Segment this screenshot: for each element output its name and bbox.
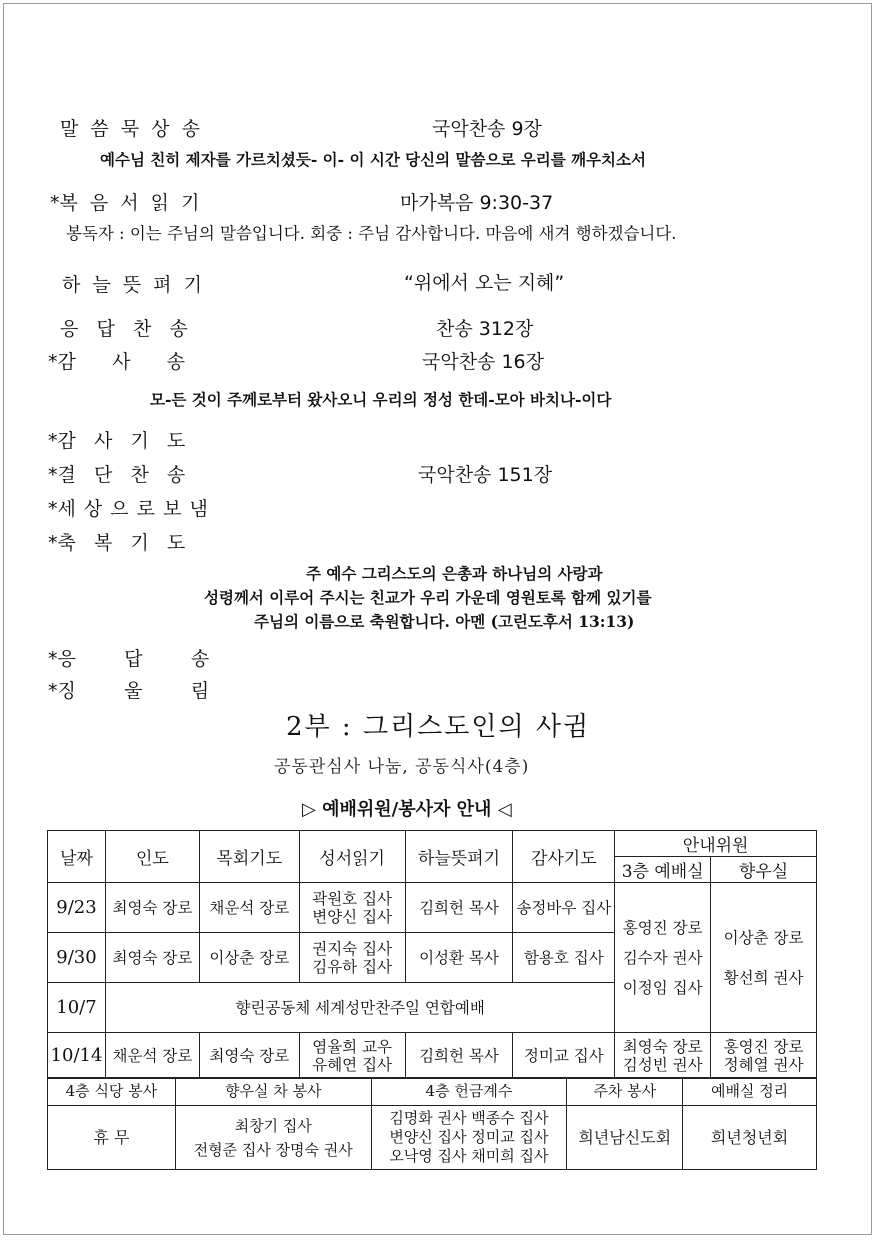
cafeteria-cell: 휴 무 [48,1106,176,1170]
order-label-benediction: *축 복 기 도 [48,532,186,554]
parking-cell: 희년남신도회 [567,1106,683,1170]
header-date: 날짜 [48,831,106,883]
part2-title: 2부 : 그리스도인의 사귐 [286,712,591,742]
ushers-3f-cell [615,883,711,1033]
row-thanks: 송정바우 집사 [513,883,615,933]
row-thanks: 정미교 집사 [513,1033,615,1079]
tea-volunteer: 최창기 집사 [234,1116,312,1135]
order-label-thanks-prayer: *감 사 기 도 [48,430,186,452]
usher: 이상춘 장로 [723,928,804,947]
header-tea: 향우실 차 봉사 [175,1078,371,1106]
row-reading [299,1033,405,1079]
usher: 홍영진 장로 [723,1037,804,1056]
worship-committee-table [47,830,817,1079]
part2-subtitle: 공동관심사 나눔, 공동식사(4층) [274,757,530,777]
ushers-hyang-1014 [711,1033,817,1079]
order-value-gospel: 마가복음 9:30-37 [400,192,554,214]
header-scripture: 성서읽기 [299,831,405,883]
row-lead: 최영숙 장로 [105,933,199,983]
usher: 김수자 권사 [622,948,703,967]
offering-volunteer: 오낙영 집사 채미희 집사 [389,1147,549,1165]
row-date: 9/23 [48,883,106,933]
row-reading [299,933,405,983]
order-label-sermon: 하 늘 뜻 펴 기 [62,274,202,296]
usher: 정혜열 권사 [723,1055,804,1074]
row-sermon: 김희헌 목사 [405,883,513,933]
order-label-meditation: 말 씀 묵 상 송 [60,118,200,140]
offering-cell [371,1106,567,1170]
reader: 유혜연 집사 [312,1055,393,1074]
header-sermon: 하늘뜻펴기 [405,831,513,883]
benediction-line-3: 주님의 이름으로 축원합니다. 아멘 (고린도후서 13:13) [254,612,635,631]
offering-volunteer: 변양신 집사 정미교 집사 [389,1128,549,1146]
reader: 변양신 집사 [312,907,393,926]
order-value-meditation: 국악찬송 9장 [432,118,542,140]
table-row [48,1033,817,1079]
header-ushers: 안내위원 [615,831,817,857]
row-lead: 채운석 장로 [105,1033,199,1079]
table-row [48,883,817,933]
order-sub-gospel: 봉독자 : 이는 주님의 말씀입니다. 회중 : 주님 감사합니다. 마음에 새겨 행하겠습니다. [66,224,677,243]
header-lead: 인도 [105,831,199,883]
order-label-gospel: *복 음 서 읽 기 [50,192,200,214]
reader: 염율희 교우 [312,1037,393,1056]
service-volunteer-table [47,1077,817,1170]
row-sermon: 이성환 목사 [405,933,513,983]
usher: 김성빈 권사 [622,1055,703,1074]
order-value-commitment-hymn: 국악찬송 151장 [418,464,553,486]
usher: 이정임 집사 [622,978,703,997]
benediction-line-2: 성령께서 이루어 주시는 친교가 우리 가운데 영원토록 함께 있기를 [204,588,652,607]
row-date: 10/14 [48,1033,106,1079]
header-offering-count: 4층 헌금계수 [371,1078,567,1106]
row-lead: 최영숙 장로 [105,883,199,933]
row-merged-note: 향린공동체 세계성만찬주일 연합예배 [105,983,614,1033]
volunteer-section-title: ▷ 예배위원/봉사자 안내 ◁ [302,799,512,820]
order-value-response-hymn: 찬송 312장 [436,318,534,340]
reader: 김유하 집사 [312,957,393,976]
benediction-line-1: 주 예수 그리스도의 은총과 하나님의 사랑과 [306,564,603,583]
header-parking: 주차 봉사 [567,1078,683,1106]
header-cafeteria: 4층 식당 봉사 [48,1078,176,1106]
reader: 곽원호 집사 [312,889,393,908]
order-label-response-hymn: 응 답 찬 송 [60,318,188,340]
row-reading [299,883,405,933]
header-cleanup: 예배실 정리 [683,1078,817,1106]
tea-cell [175,1106,371,1170]
header-thanks-prayer: 감사기도 [513,831,615,883]
usher: 황선희 권사 [723,968,804,987]
ushers-3f-1014 [615,1033,711,1079]
reader: 권지숙 집사 [312,939,393,958]
order-sub-thanks-song: 모-든 것이 주께로부터 왔사오니 우리의 정성 한데-모아 바치나-이다 [150,390,612,409]
order-value-sermon: “위에서 오는 지혜” [404,272,565,294]
row-date: 10/7 [48,983,106,1033]
order-label-commitment-hymn: *결 단 찬 송 [48,464,186,486]
order-value-thanks-song: 국악찬송 16장 [422,351,544,373]
usher: 최영숙 장로 [622,1037,703,1056]
order-sub-meditation: 예수님 친히 제자를 가르치셨듯- 이- 이 시간 당신의 말씀으로 우리를 깨우치소서 [100,150,646,169]
tea-volunteer: 전형준 집사 장명숙 권사 [193,1140,353,1159]
order-label-sending: *세 상 으 로 보 냄 [48,498,208,520]
order-label-bell: *징 울 림 [48,680,210,702]
row-date: 9/30 [48,933,106,983]
header-pastoral-prayer: 목회기도 [199,831,299,883]
header-ushers-hyang: 향우실 [711,857,817,883]
row-prayer: 최영숙 장로 [199,1033,299,1079]
row-prayer: 채운석 장로 [199,883,299,933]
row-prayer: 이상춘 장로 [199,933,299,983]
usher: 홍영진 장로 [622,918,703,937]
offering-volunteer: 김명화 권사 백종수 집사 [389,1109,549,1127]
row-sermon: 김희헌 목사 [405,1033,513,1079]
order-label-response-song: *응 답 송 [48,648,210,670]
ushers-hyang-cell [711,883,817,1033]
cleanup-cell: 희년청년회 [683,1106,817,1170]
order-label-thanks-song: *감 사 송 [48,351,186,373]
row-thanks: 함용호 집사 [513,933,615,983]
header-ushers-3f: 3층 예배실 [615,857,711,883]
